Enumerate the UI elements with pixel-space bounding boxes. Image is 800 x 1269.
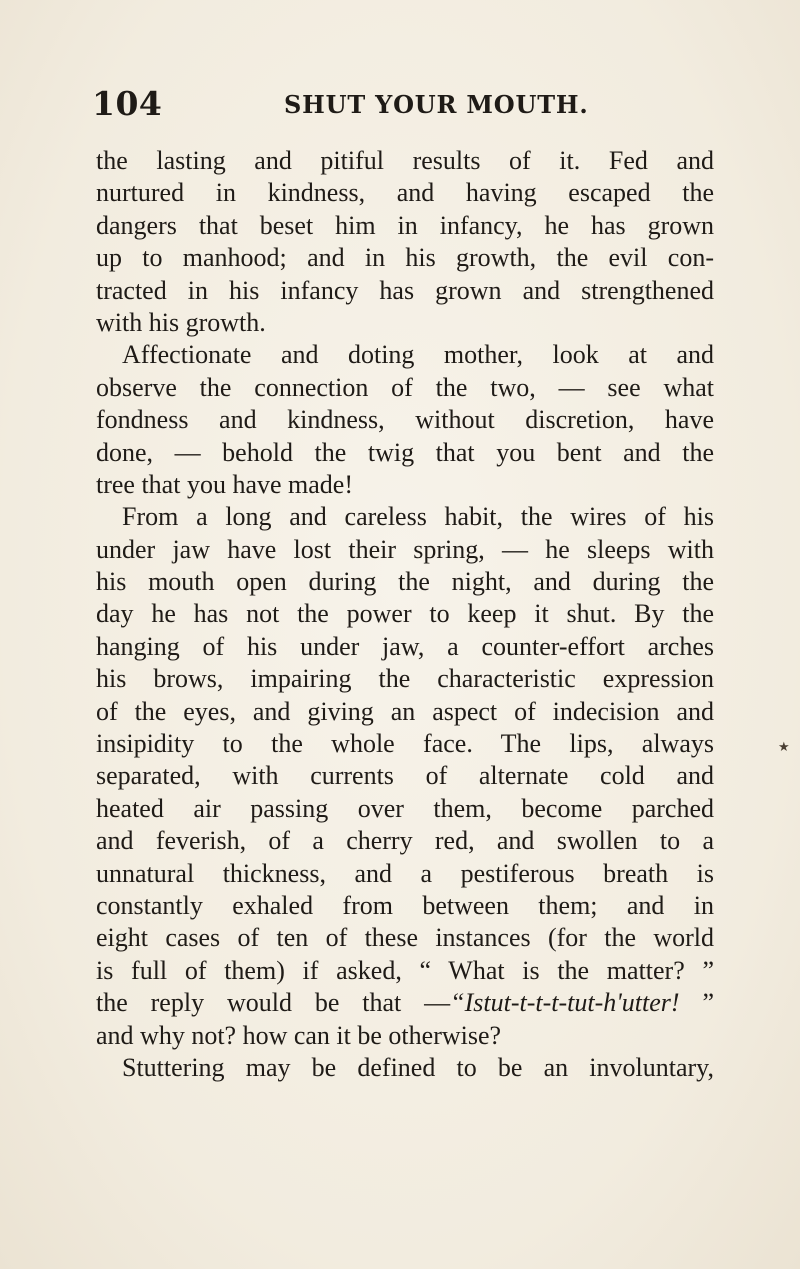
text-line: up to manhood; and in his growth, the evil con- [96, 243, 714, 273]
text-line: separated, with currents of alternate cold and [96, 761, 714, 791]
text-line: observe the connection of the two, — see what [96, 372, 714, 402]
reply-italic: “Istut-t-t-t-tut-h'utter! [450, 988, 680, 1018]
margin-mark: ★ [778, 740, 790, 755]
text-line: his brows, impairing the characteristic expression [96, 664, 714, 694]
text-line-reply [96, 987, 714, 1019]
text-line: of the eyes, and giving an aspect of indecision and [96, 696, 714, 726]
page-header [92, 84, 712, 124]
paragraph-lines [96, 145, 714, 987]
text-line: From a long and careless habit, the wires of his [122, 502, 714, 532]
text-line: with his growth. [96, 307, 266, 337]
text-line: is full of them) if asked, “ What is the matter? ” [96, 955, 714, 985]
text-line: day he has not the power to keep it shut. By the [96, 599, 714, 629]
page-number: 104 [92, 84, 163, 123]
text-line: dangers that beset him in infancy, he has grown [96, 210, 714, 240]
closing-lines [96, 1020, 714, 1085]
text-line: constantly exhaled from between them; and in [96, 890, 714, 920]
text-line: fondness and kindness, without discretion, have [96, 405, 714, 435]
text-line: his mouth open during the night, and during the [96, 567, 714, 597]
text-line: hanging of his under jaw, a counter-effort arches [96, 631, 714, 661]
text-line: and feverish, of a cherry red, and swollen to a [96, 826, 714, 856]
text-line: under jaw have lost their spring, — he sleeps with [96, 534, 714, 564]
text-line: eight cases of ten of these instances (for the world [96, 923, 714, 953]
text-line: Stuttering may be defined to be an involuntary, [122, 1052, 714, 1082]
running-title: SHUT YOUR MOUTH. [284, 90, 589, 119]
text-line: unnatural thickness, and a pestiferous breath is [96, 858, 714, 888]
text-line: done, — behold the twig that you bent and the [96, 437, 714, 467]
reply-before: the reply would be that — [96, 988, 451, 1018]
text-line: tree that you have made! [96, 469, 353, 499]
text-line: heated air passing over them, become parched [96, 793, 714, 823]
text-line: the lasting and pitiful results of it. Fed and [96, 146, 714, 175]
text-line: tracted in his infancy has grown and strengthened [96, 275, 714, 305]
text-line: insipidity to the whole face. The lips, always [96, 729, 714, 759]
text-line: and why not? how can it be otherwise? [96, 1020, 502, 1050]
reply-after: ” [679, 988, 714, 1018]
text-line: Affectionate and doting mother, look at and [122, 340, 714, 370]
text-line: nurtured in kindness, and having escaped the [96, 178, 714, 208]
body-text [96, 145, 714, 1084]
